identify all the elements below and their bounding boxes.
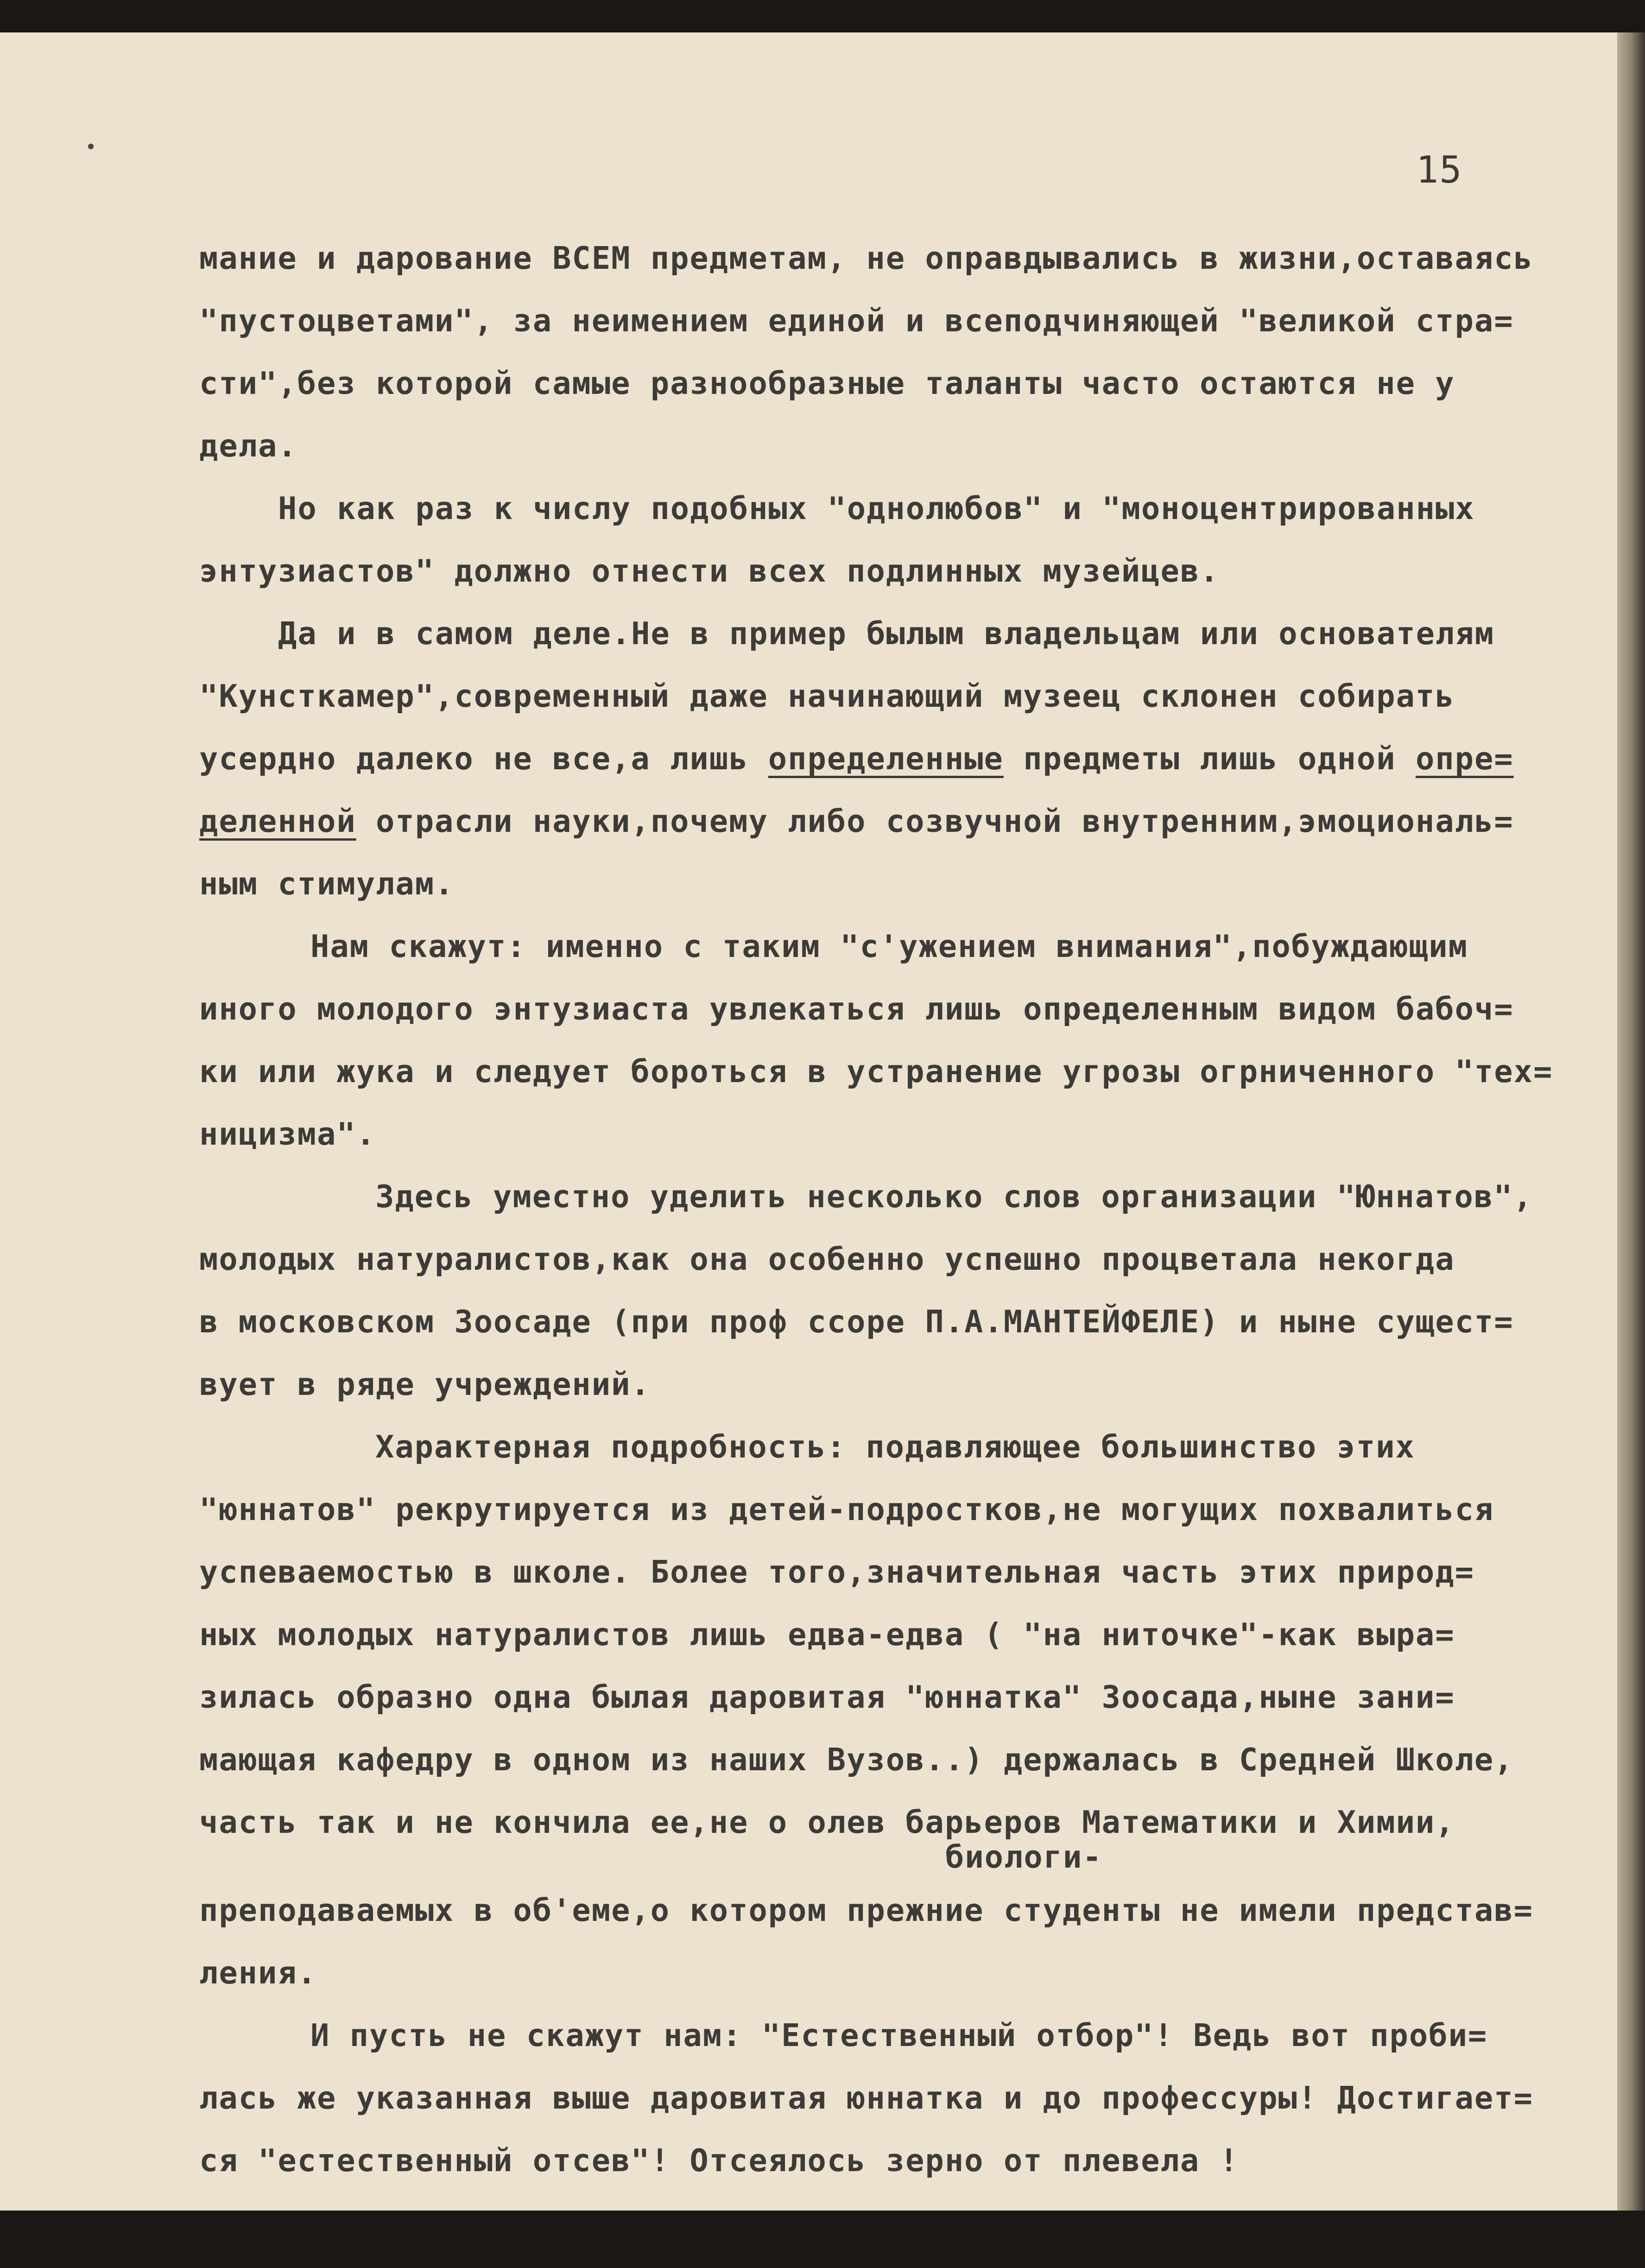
text-line: ным стимулам. [199, 866, 455, 902]
text-line: ки или жука и следует бороться в устранение угрозы огрниченного "тех= [199, 1053, 1553, 1090]
underlined-word: определенные [768, 741, 1004, 777]
text-line: энтузиастов" должно отнести всех подлинных музейцев. [199, 553, 1220, 589]
text-line: мание и дарование ВСЕМ предметам, не оправдывались в жизни,оставаясь [199, 240, 1533, 276]
underlined-word: опре= [1415, 741, 1514, 777]
text-line: мающая кафедру в одном из наших Вузов..) держалась в Средней Школе, [199, 1742, 1514, 1778]
ink-speck [88, 144, 94, 149]
page-edge [1617, 32, 1645, 2211]
text-line: Да и в самом деле.Не в пример былым владельцам или основателям [278, 615, 1494, 652]
text-line: молодых натуралистов,как она особенно успешно процветала некогда [199, 1241, 1455, 1277]
text-line: сти",без которой самые разнообразные таланты часто остаются не у [199, 365, 1455, 401]
text-line: "пустоцветами", за неимением единой и всеподчиняющей "великой стра= [199, 303, 1514, 339]
text-line: вует в ряде учреждений. [199, 1366, 651, 1402]
text-line: лась же указанная выше даровитая юннатка и до профессуры! Достигает= [199, 2080, 1533, 2116]
underlined-word: деленной [199, 803, 356, 839]
text-line: Нам скажут: именно с таким "с'ужением внимания",побуждающим [310, 928, 1468, 964]
text-line: Характерная подробность: подавляющее большинство этих [375, 1429, 1415, 1465]
text-line: преподаваемых в об'еме,о котором прежние студенты не имели представ= [199, 1892, 1533, 1928]
text-line: часть так и не кончила ее,не о олев барьеров Математики и Химии, [199, 1804, 1455, 1840]
typescript-page [0, 32, 1617, 2211]
text-line: ся "естественный отсев"! Отсеялось зерно от плевела ! [199, 2142, 1239, 2179]
text-line: дела. [199, 428, 297, 464]
text-line: "юннатов" рекрутируется из детей-подростков,не могущих похвалиться [199, 1491, 1494, 1527]
text-line: Здесь уместно уделить несколько слов организации "Юннатов", [375, 1178, 1533, 1215]
text-line: Но как раз к числу подобных "однолюбов" и "моноцентрированных [278, 490, 1475, 526]
text-line: ницизма". [199, 1116, 376, 1152]
text-line-with-underline: усердно далеко не все,а лишь определенные предметы лишь одной опре= [199, 741, 1514, 777]
text-line: "Кунсткамер",современный даже начинающий музеец склонен собирать [199, 678, 1455, 714]
text-line-with-underline: деленной отрасли науки,почему либо созвучной внутренним,эмоциональ= [199, 803, 1514, 839]
page-number: 15 [1416, 148, 1463, 191]
interlinear-insertion: биологи- [945, 1839, 1102, 1875]
text-line: в московском Зоосаде (при проф ссоре П.А.МАНТЕЙФЕЛЕ) и ныне сущест= [199, 1304, 1514, 1340]
typescript-body [199, 227, 1580, 2192]
text-line: И пусть не скажут нам: "Естественный отбор"! Ведь вот проби= [310, 2017, 1488, 2053]
text-line: иного молодого энтузиаста увлекаться лишь определенным видом бабоч= [199, 991, 1514, 1027]
text-line: зилась образно одна былая даровитая "юннатка" Зоосада,ныне зани= [199, 1679, 1455, 1715]
text-line: успеваемостью в школе. Более того,значительная часть этих природ= [199, 1554, 1474, 1590]
text-line: ления. [199, 1955, 317, 1991]
text-line: ных молодых натуралистов лишь едва-едва ( "на ниточке"-как выра= [199, 1616, 1455, 1653]
